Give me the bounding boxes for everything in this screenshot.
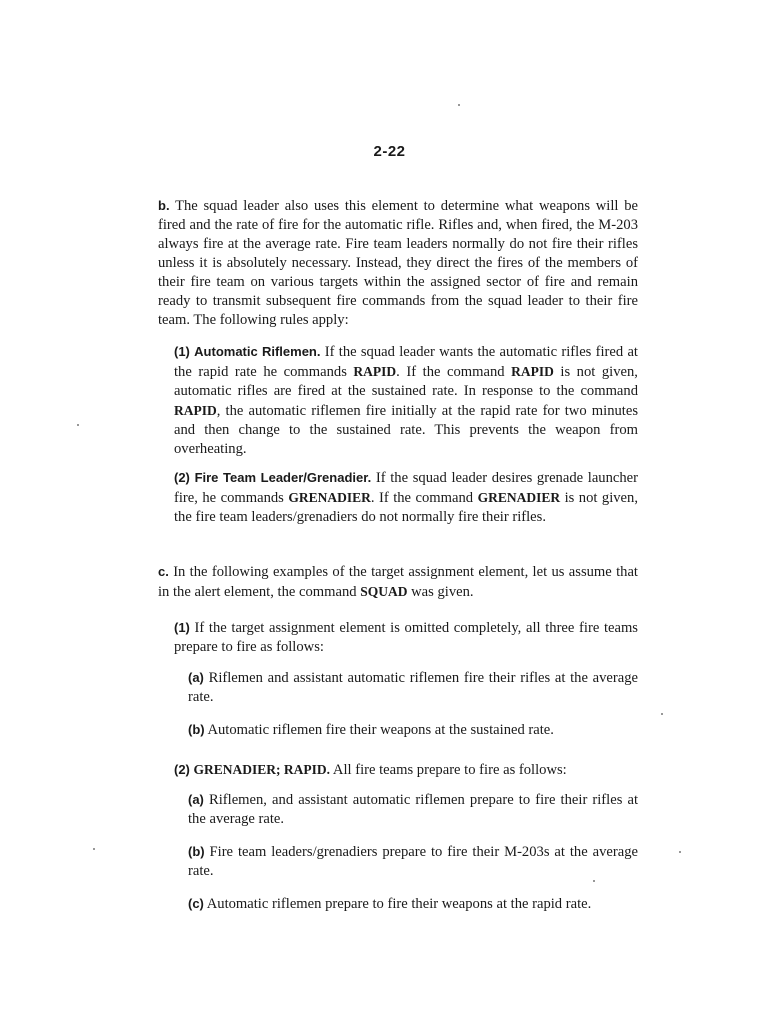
rule2-text-3: is not given, the fire team leaders/grenadiers do not normally fire their rifles.	[174, 490, 638, 525]
example-1-item-b-text: Automatic riflemen fire their weapons at the sustained rate.	[207, 722, 554, 738]
example-2-text: All fire teams prepare to fire as follows:	[332, 762, 567, 778]
example-2-item-a-text: Riflemen, and assistant automatic riflemen prepare to fire their rifles at the average rate.	[188, 792, 639, 827]
rule1-command-rapid: RAPID	[353, 364, 397, 379]
paragraph-b-label: b.	[158, 198, 170, 213]
rule-automatic-riflemen	[174, 342, 638, 459]
paragraph-c-text-2: was given.	[411, 584, 474, 600]
rule1-command-rapid-3: RAPID	[174, 403, 217, 418]
example-2-item-c-label: (c)	[188, 896, 204, 911]
rule2-command-grenadier-2: GRENADIER	[477, 490, 561, 505]
page-number: 2-22	[373, 143, 406, 160]
example-2-item-b	[188, 842, 638, 881]
rule2-command-grenadier: GRENADIER	[288, 490, 371, 505]
example-2-command: GRENADIER; RAPID.	[193, 762, 331, 777]
scan-speck	[77, 424, 79, 426]
rule1-text-2: . If the command	[396, 364, 505, 380]
rule1-label: (1)	[174, 344, 190, 359]
scan-speck	[593, 880, 595, 882]
paragraph-c-label: c.	[158, 564, 169, 579]
paragraph-b	[158, 196, 638, 330]
rule1-title: Automatic Riflemen.	[194, 344, 321, 359]
example-1-item-a-label: (a)	[188, 670, 204, 685]
rule1-command-rapid-2: RAPID	[511, 364, 554, 379]
example-2-item-b-text: Fire team leaders/grenadiers prepare to fire their M-203s at the average rate.	[188, 844, 638, 879]
example-1-item-b-label: (b)	[188, 722, 205, 737]
example-1-item-b	[188, 720, 638, 740]
rule2-text-1: If the squad leader desires grenade launcher fire, he commands	[174, 470, 639, 506]
example-2-label: (2)	[174, 762, 190, 777]
scan-speck	[661, 713, 663, 715]
scan-speck	[93, 848, 95, 850]
example-2-item-c-text: Automatic riflemen prepare to fire their weapons at the rapid rate.	[206, 896, 592, 912]
rule-fire-team-leader	[174, 468, 638, 527]
example-2-item-a	[188, 790, 638, 829]
paragraph-c	[158, 562, 638, 602]
example-1-item-a-text: Riflemen and assistant automatic riflemen fire their rifles at the average rate.	[188, 670, 638, 705]
example-1-label: (1)	[174, 620, 190, 635]
rule1-text-4: , the automatic riflemen fire initially at the rapid rate for two minutes and then change to the sustained rate. This prevents the weapon from overheating.	[174, 403, 638, 457]
rule2-text-2: . If the command	[370, 490, 474, 506]
scan-speck	[679, 851, 681, 853]
scan-speck	[458, 104, 460, 106]
example-2-item-c	[188, 894, 638, 914]
example-2	[174, 760, 638, 780]
example-1-item-a	[188, 668, 638, 707]
rule2-title: Fire Team Leader/Grenadier.	[194, 470, 372, 485]
paragraph-c-command-squad: SQUAD	[360, 584, 408, 599]
example-2-item-a-label: (a)	[188, 792, 204, 807]
example-2-item-b-label: (b)	[188, 844, 205, 859]
rule1-text-3: is not given, automatic rifles are fired at the sustained rate. In response to the command	[174, 364, 638, 399]
example-1-text: If the target assignment element is omitted completely, all three fire teams prepare to fire as follows:	[174, 620, 638, 655]
paragraph-b-text: The squad leader also uses this element to determine what weapons will be fired and the rate of fire for the automatic rifle. Rifles and, when fired, the M-203 always fire at the average rate. Fire team leaders normally do not fire their rifles unless it is absolutely necessary. Instead, they direct the fires of the members of their fire team on various targets within the assigned sector of fire and remain ready to transmit subsequent fire commands from the squad leader to their fire team. The following rules apply:	[158, 198, 639, 328]
example-1	[174, 618, 638, 657]
paragraph-c-text-1: In the following examples of the target assignment element, let us assume that in the alert element, the command	[158, 564, 638, 600]
rule2-label: (2)	[174, 470, 190, 485]
rule1-text-1: If the squad leader wants the automatic rifles fired at the rapid rate he commands	[174, 344, 638, 380]
